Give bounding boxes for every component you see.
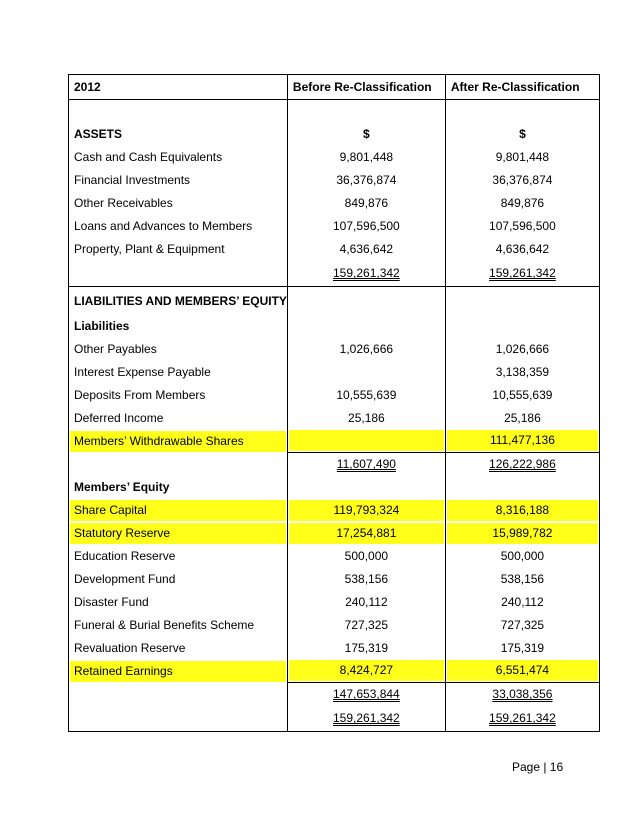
value-before: 727,325 bbox=[287, 614, 445, 637]
page-number: Page | 16 bbox=[512, 760, 564, 774]
value-after: 4,636,642 bbox=[445, 238, 599, 261]
assets-total-before: 159,261,342 bbox=[333, 266, 400, 281]
table-row bbox=[69, 637, 600, 660]
row-label: Disaster Fund bbox=[69, 591, 288, 614]
row-label: Funeral & Burial Benefits Scheme bbox=[69, 614, 288, 637]
value-after: 111,477,136 bbox=[447, 430, 598, 451]
row-label: Property, Plant & Equipment bbox=[69, 238, 288, 261]
value-after: 36,376,874 bbox=[445, 169, 599, 192]
row-label: Retained Earnings bbox=[70, 661, 286, 682]
equity-heading-row bbox=[69, 476, 600, 499]
value-after: 10,555,639 bbox=[445, 384, 599, 407]
liabilities-total-before: 11,607,490 bbox=[336, 457, 396, 472]
row-label: Other Receivables bbox=[69, 192, 288, 215]
row-label: Deferred Income bbox=[69, 407, 288, 430]
table-row bbox=[69, 614, 600, 637]
row-label: Financial Investments bbox=[69, 169, 288, 192]
table-row bbox=[69, 169, 600, 192]
currency-after: $ bbox=[445, 123, 599, 146]
table-row bbox=[69, 215, 600, 238]
value-before: 175,319 bbox=[287, 637, 445, 660]
value-before: 500,000 bbox=[287, 545, 445, 568]
value-before: 9,801,448 bbox=[287, 146, 445, 169]
row-label: Statutory Reserve bbox=[70, 523, 286, 544]
value-before: 538,156 bbox=[287, 568, 445, 591]
value-after: 1,026,666 bbox=[445, 338, 599, 361]
value-after: 849,876 bbox=[445, 192, 599, 215]
value-before: 25,186 bbox=[287, 407, 445, 430]
value-after: 538,156 bbox=[445, 568, 599, 591]
table-row bbox=[69, 338, 600, 361]
value-after: 500,000 bbox=[445, 545, 599, 568]
equity-heading: Members’ Equity bbox=[69, 476, 288, 499]
value-before: 8,424,727 bbox=[289, 660, 444, 681]
row-label: Development Fund bbox=[69, 568, 288, 591]
table-row-highlighted bbox=[69, 499, 600, 522]
equity-total-row bbox=[69, 683, 600, 706]
after-column-header: After Re-Classification bbox=[445, 75, 599, 100]
value-before: 240,112 bbox=[287, 591, 445, 614]
value-after: 727,325 bbox=[445, 614, 599, 637]
value-after: 6,551,474 bbox=[447, 660, 598, 681]
grand-total-before: 159,261,342 bbox=[333, 711, 400, 726]
row-label: Cash and Cash Equivalents bbox=[69, 146, 288, 169]
row-label: Share Capital bbox=[70, 500, 286, 521]
liabilities-heading: Liabilities bbox=[69, 315, 288, 338]
table-row bbox=[69, 591, 600, 614]
value-before: 36,376,874 bbox=[287, 169, 445, 192]
liabilities-equity-heading-row bbox=[69, 287, 600, 315]
value-after: 107,596,500 bbox=[445, 215, 599, 238]
value-before bbox=[289, 430, 444, 451]
table-row bbox=[69, 384, 600, 407]
table-row bbox=[69, 407, 600, 430]
row-label: Revaluation Reserve bbox=[69, 637, 288, 660]
table-row bbox=[69, 238, 600, 261]
value-after: 175,319 bbox=[445, 637, 599, 660]
assets-total-after: 159,261,342 bbox=[489, 266, 556, 281]
value-after: 8,316,188 bbox=[447, 500, 598, 521]
liabilities-total-after: 126,222,986 bbox=[489, 457, 556, 472]
assets-total-row bbox=[69, 261, 600, 287]
table-header-row bbox=[69, 75, 600, 100]
equity-total-after: 33,038,356 bbox=[492, 687, 553, 702]
table-row bbox=[69, 192, 600, 215]
equity-total-before: 147,653,844 bbox=[333, 687, 400, 702]
table-row-highlighted bbox=[69, 430, 600, 453]
row-label: Education Reserve bbox=[69, 545, 288, 568]
value-before: 10,555,639 bbox=[287, 384, 445, 407]
assets-heading: ASSETS bbox=[69, 123, 288, 146]
value-before: 4,636,642 bbox=[287, 238, 445, 261]
reclassification-table bbox=[68, 74, 600, 732]
liabilities-equity-heading: LIABILITIES AND MEMBERS’ EQUITY bbox=[69, 287, 288, 315]
value-after: 25,186 bbox=[445, 407, 599, 430]
grand-total-after: 159,261,342 bbox=[489, 711, 556, 726]
value-before: 119,793,324 bbox=[289, 500, 444, 521]
value-before: 1,026,666 bbox=[287, 338, 445, 361]
table-row bbox=[69, 545, 600, 568]
value-before bbox=[287, 361, 445, 384]
value-before: 107,596,500 bbox=[287, 215, 445, 238]
table-row bbox=[69, 361, 600, 384]
grand-total-row bbox=[69, 706, 600, 732]
value-before: 849,876 bbox=[287, 192, 445, 215]
liabilities-heading-row bbox=[69, 315, 600, 338]
before-column-header: Before Re-Classification bbox=[287, 75, 445, 100]
value-after: 3,138,359 bbox=[445, 361, 599, 384]
value-before: 17,254,881 bbox=[289, 523, 444, 544]
row-label: Members’ Withdrawable Shares bbox=[70, 431, 286, 452]
value-after: 15,989,782 bbox=[447, 523, 598, 544]
value-after: 9,801,448 bbox=[445, 146, 599, 169]
liabilities-total-row bbox=[69, 453, 600, 476]
currency-before: $ bbox=[287, 123, 445, 146]
table-row-highlighted bbox=[69, 522, 600, 545]
row-label: Other Payables bbox=[69, 338, 288, 361]
assets-heading-row bbox=[69, 123, 600, 146]
table-row-highlighted bbox=[69, 660, 600, 683]
row-label: Loans and Advances to Members bbox=[69, 215, 288, 238]
row-label: Interest Expense Payable bbox=[69, 361, 288, 384]
table-row bbox=[69, 146, 600, 169]
value-after: 240,112 bbox=[445, 591, 599, 614]
table-row bbox=[69, 568, 600, 591]
year-header: 2012 bbox=[69, 75, 288, 100]
row-label: Deposits From Members bbox=[69, 384, 288, 407]
